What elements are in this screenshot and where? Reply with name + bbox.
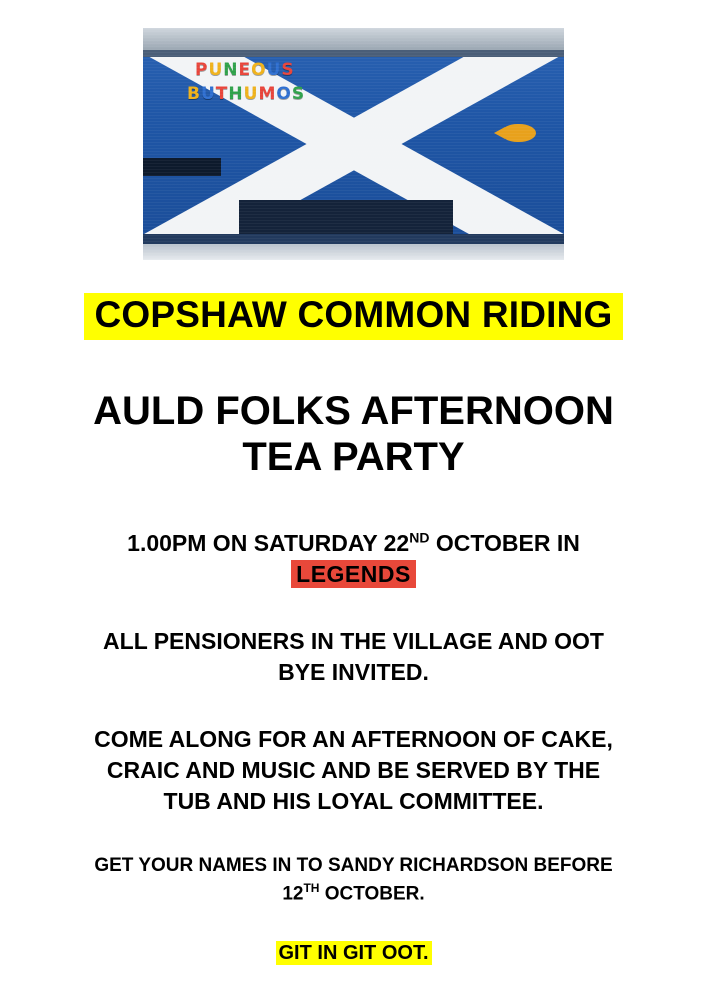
- event-date-ordinal: ND: [409, 529, 430, 546]
- invitation-line-1: ALL PENSIONERS IN THE VILLAGE AND OOT: [103, 627, 604, 654]
- event-time-line: [34, 528, 674, 559]
- details-line-3: TUB AND HIS LOYAL COMMITTEE.: [163, 787, 544, 814]
- headline-line-2: TEA PARTY: [242, 434, 465, 479]
- event-venue-line: [34, 559, 674, 590]
- event-time-prefix: 1.00PM ON SATURDAY 22: [127, 529, 410, 556]
- headline-line-1: AULD FOLKS AFTERNOON: [93, 388, 614, 433]
- rsvp-day: 12: [282, 882, 304, 904]
- rsvp-month: OCTOBER.: [319, 882, 425, 904]
- details-line-2: CRAIC AND MUSIC AND BE SERVED BY THE: [106, 756, 601, 783]
- event-time-and-venue: [34, 528, 674, 590]
- saltire-flag-photo: [143, 28, 564, 260]
- photo-grain-overlay: [143, 28, 564, 260]
- invitation-line-2: BYE INVITED.: [278, 658, 429, 685]
- details-paragraph: [49, 724, 659, 817]
- rsvp-paragraph: [34, 853, 674, 908]
- rsvp-line-1: GET YOUR NAMES IN TO SANDY RICHARDSON BEFORE: [94, 855, 613, 877]
- poster-title: COPSHAW COMMON RIDING: [84, 293, 622, 340]
- invitation-paragraph: [49, 626, 659, 688]
- banner-word-bottom: BUTHUMOS: [187, 84, 306, 104]
- rsvp-line-2: [34, 880, 674, 908]
- closing-line: [276, 942, 432, 965]
- event-time-suffix: OCTOBER IN: [429, 529, 580, 556]
- details-line-1: COME ALONG FOR AN AFTERNOON OF CAKE,: [94, 725, 613, 752]
- poster-headline: [34, 388, 674, 480]
- venue-name: LEGENDS: [291, 560, 416, 588]
- banner-word-top: PUNEOUS: [195, 60, 295, 80]
- rsvp-ordinal: TH: [303, 880, 320, 895]
- closing-text: GIT IN GIT OOT.: [276, 941, 432, 965]
